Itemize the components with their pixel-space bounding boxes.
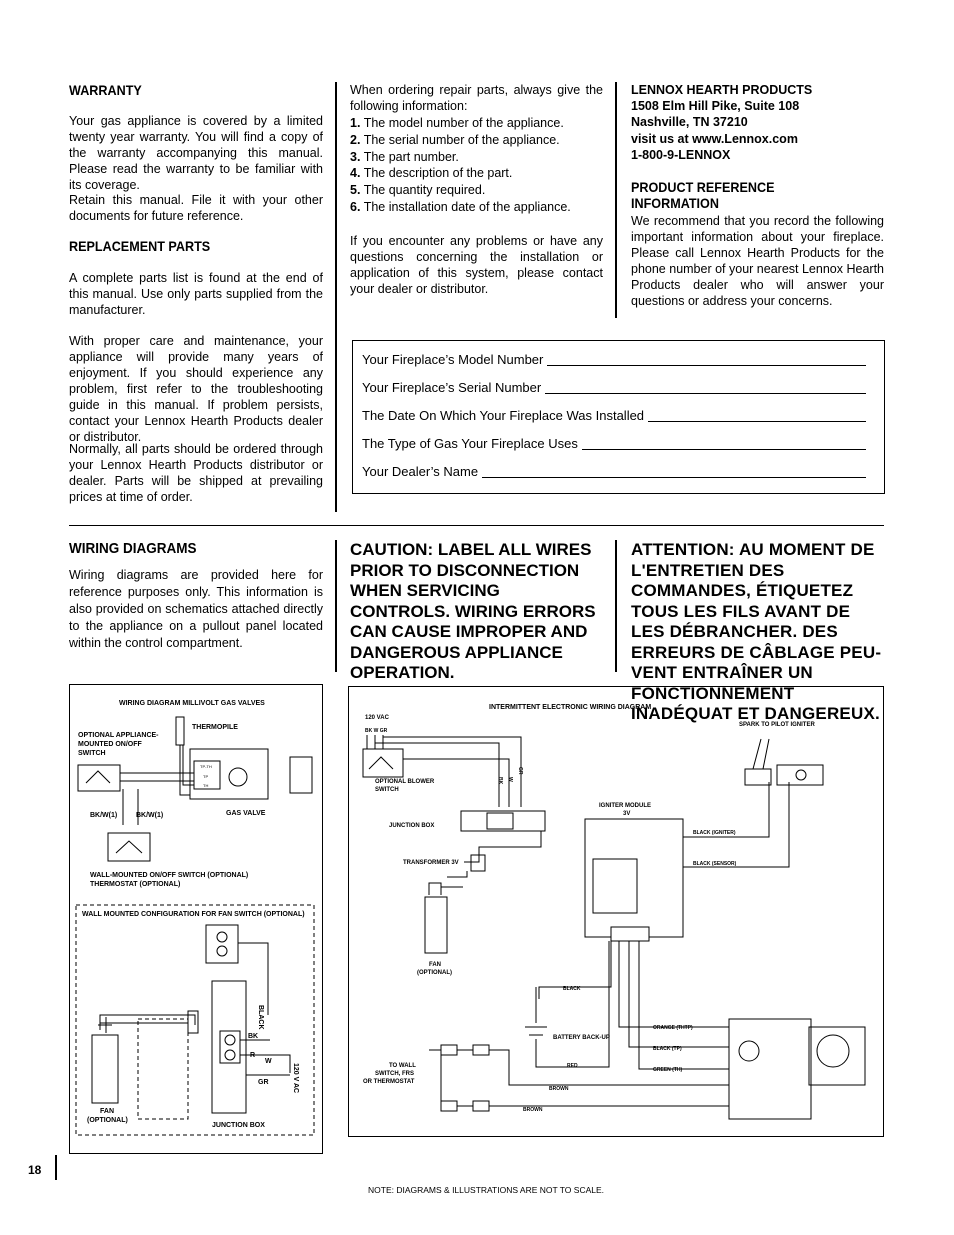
orange-label: ORANGE (THTP) [653,1025,693,1031]
page-edge-rule [55,1155,57,1180]
list-item: 6. The installation date of the appliance. [350,199,571,214]
wires-top-label: BK W GR [365,728,388,734]
junction-box-label: JUNCTION BOX [389,823,435,829]
igniter-module-label-1: IGNITER MODULE [599,803,651,809]
terminal-tp-th: TP-TH [200,764,212,769]
electronic-diagram [348,686,884,1137]
w-label: W [265,1058,272,1065]
diagram-title: WIRING DIAGRAM MILLIVOLT GAS VALVES [119,700,265,707]
company-street: 1508 Elm Hill Pike, Suite 108 [631,99,800,114]
appliance-switch-icon [78,765,120,791]
problems-text: If you encounter any problems or have any questions concerning the installation or application of this system, please contact your dealer or distributor. [350,234,603,296]
black-tp-label: BLACK (TP) [653,1046,682,1052]
replacement-heading: REPLACEMENT PARTS [69,238,211,254]
list-item: 2. The serial number of the appliance. [350,132,560,147]
blower-label-1: OPTIONAL BLOWER [375,779,435,785]
green-th-label: GREEN (TH) [653,1067,683,1073]
replacement-text-1: A complete parts list is found at the end of this manual. Use only parts supplied from the manufacturer. [69,271,323,317]
spark-label: SPARK TO PILOT IGNITER [739,722,815,728]
warranty-heading: WARRANTY [69,82,142,98]
transformer-icon [471,855,485,871]
blower-label-2: SWITCH [375,787,399,793]
bkw1-label-b: BK/W(1) [136,812,164,819]
fan-icon [92,1035,118,1103]
vac-label: 120 VAC [365,715,389,721]
gas-valve-label: GAS VALVE [226,810,266,817]
connector-icon [441,1045,457,1055]
wall-switch-label-2: SWITCH, FRS [375,1071,414,1077]
wall-switch-label-2: THERMOSTAT (OPTIONAL) [90,881,181,888]
brown-label-1: BROWN [549,1086,569,1092]
form-line-dealer[interactable]: Your Dealer’s Name [362,464,866,482]
transformer-label: TRANSFORMER 3V [403,860,459,866]
wall-switch-label-1: TO WALL [389,1063,416,1069]
blower-switch-icon [363,749,403,777]
replacement-text-2: With proper care and maintenance, your appliance will provide many years of enjoyment. If you should experience any problem, first refer to the troubleshooting guide in this manual. If problem persists, contact your Lennox Hearth Products dealer or distributor. [69,334,323,444]
wall-switch-label-3: OR THERMOSTAT [363,1079,415,1085]
gas-valve-icon [729,1019,811,1119]
company-phone: 1-800-9-LENNOX [631,147,731,162]
page-number: 18 [28,1163,42,1177]
column-rule-2 [615,82,617,318]
list-item: 1. The model number of the appliance. [350,116,564,130]
bk-label: BK [248,1033,259,1040]
company-city: Nashville, TN 37210 [631,115,748,130]
optional-switch-label-2: MOUNTED ON/OFF [78,741,142,748]
millivolt-diagram-svg [70,685,322,1153]
form-line-gas[interactable]: The Type of Gas Your Fireplace Uses [362,436,866,454]
black-wire-label: BLACK [563,986,581,992]
company-name: LENNOX HEARTH PRODUCTS [631,83,813,97]
black-sensor-label: BLACK (SENSOR) [693,861,737,867]
red-label: RED [567,1063,578,1069]
optional-switch-label-1: OPTIONAL APPLIANCE- [78,732,159,739]
connector-icon [441,1101,457,1111]
millivolt-diagram [69,684,323,1154]
electronic-diagram-svg [349,687,883,1136]
fan-icon [425,897,447,953]
company-address [631,82,884,163]
r-label: R [250,1052,256,1059]
connector-icon [473,1045,489,1055]
black-igniter-label: BLACK (IGNITER) [693,830,736,836]
black-label: BLACK [257,1005,264,1030]
caution-english: CAUTION: LABEL ALL WIRES PRIOR TO DISCONNECTION WHEN SERVICING CONTROLS. WIRING ERRORS CAN CAUSE IMPROPER AND DANGEROUS APPLIANCE OPERATION. [350,540,596,682]
terminal-th: TH [203,783,209,788]
list-item: 5. The quantity required. [350,183,486,198]
replacement-text-3: Normally, all parts should be ordered through your Lennox Hearth Products distributor or dealer. Parts will be shipped at prevailing prices at time of order. [69,442,323,504]
wall-switch-label-1: WALL-MOUNTED ON/OFF SWITCH (OPTIONAL) [90,872,249,879]
gr-label: GR [258,1079,269,1086]
fan-label-2: (OPTIONAL) [87,1117,128,1124]
thermopile-label: THERMOPILE [192,724,238,731]
connector-icon [473,1101,489,1111]
warranty-text: Your gas appliance is covered by a limited twenty year warranty. You will find a copy of the warranty accompanying this manual. Please read the warranty to be familiar with its coverage. [69,114,323,192]
form-line-serial[interactable]: Your Fireplace’s Serial Number [362,380,866,398]
column-rule-4 [615,540,617,672]
section-divider [69,525,884,526]
product-ref-text: We recommend that you record the following important information about your fireplace. Please call Lennox Hearth Products for the phone number of your nearest Lennox Hearth Products dealer who will answer your questions or address your concerns. [631,214,884,308]
junction-box-icon [461,811,545,831]
gr-label: GR [517,767,523,775]
brown-label-2: BROWN [523,1107,543,1113]
column-rule-1 [335,82,337,512]
ordering-intro: When ordering repair parts, always give the following information: [350,83,603,113]
pilot-igniter-icon [745,769,771,785]
battery-icon [525,941,609,1067]
retain-text: Retain this manual. File it with your other documents for future reference. [69,193,323,223]
fan-switch-icon [206,925,238,963]
caution-french: ATTENTION: AU MOMENT DE L'ENTRETIEN DES COMMANDES, ÉTIQUETEZ TOUS LES FILS AVANT DE LES DÉBRANCHER. DES ERREURS DE CÂBLAGE PEU-VENT ENTRAÎNER UN FONCTIONNEMENT INADÉQUAT ET DANGEREUX. [631,540,882,723]
product-ref-heading: PRODUCT REFERENCE INFORMATION [631,179,775,211]
reference-form [352,340,885,494]
w-label: W [507,777,513,782]
list-item: 4. The description of the part. [350,166,513,181]
vac-label: 120 V AC [292,1063,299,1094]
form-line-date[interactable]: The Date On Which Your Fireplace Was Installed [362,408,866,426]
fan-config-label: WALL MOUNTED CONFIGURATION FOR FAN SWITCH (OPTIONAL) [82,911,305,918]
fan-label-2: (OPTIONAL) [417,970,452,976]
terminal-tp: TP [203,774,209,779]
optional-switch-label-3: SWITCH [78,750,106,757]
wall-switch-icon [108,833,150,861]
junction-box-label: JUNCTION BOX [212,1122,265,1129]
list-item: 3. The part number. [350,149,459,164]
bk-label: BK [497,777,503,785]
fan-label-1: FAN [100,1108,114,1115]
battery-label: BATTERY BACK-UP [553,1035,610,1041]
form-line-model[interactable]: Your Fireplace’s Model Number [362,352,866,370]
column-rule-3 [335,540,337,672]
scale-note: NOTE: DIAGRAMS & ILLUSTRATIONS ARE NOT TO SCALE. [368,1185,605,1195]
company-web: visit us at www.Lennox.com [631,131,798,146]
wiring-text: Wiring diagrams are provided here for reference purposes only. This information is also provided on schematics attached directly to the appliance on a pullout panel located within the control compartment. [69,568,323,650]
igniter-module-label-2: 3V [623,811,631,817]
igniter-module-icon [585,819,683,937]
fan-label-1: FAN [429,962,441,968]
diagram-title: INTERMITTENT ELECTRONIC WIRING DIAGRAM [489,704,652,711]
thermopile-icon [176,717,184,745]
ordering-list [350,115,603,216]
wiring-heading: WIRING DIAGRAMS [69,540,197,557]
bkw1-label-a: BK/W(1) [90,812,118,819]
